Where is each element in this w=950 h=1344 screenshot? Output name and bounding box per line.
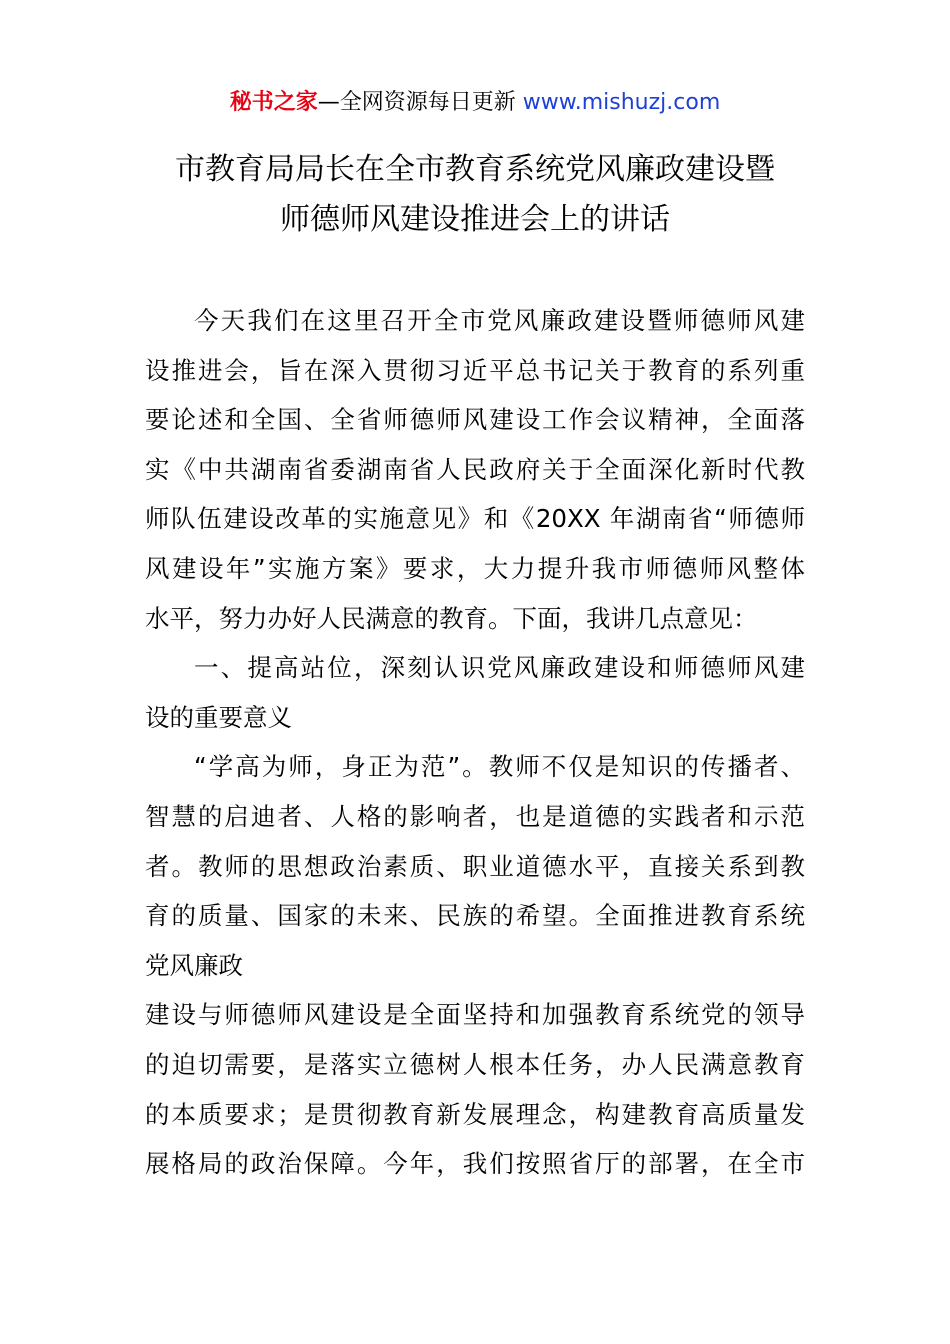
body-line: 育的质量、国家的未来、民族的希望。全面推进教育系统 [145, 901, 805, 931]
site-url-link[interactable]: www.mishuzj.com [522, 90, 721, 115]
document-title [0, 145, 950, 245]
title-line-2: 师德师风建设推进会上的讲话 [280, 202, 670, 237]
body-line: 要论述和全国、全省师德师风建设工作会议精神，全面落 [145, 405, 805, 435]
title-line-1: 市教育局局长在全市教育系统党风廉政建设暨 [175, 152, 775, 187]
body-line: 者。教师的思想政治素质、职业道德水平，直接关系到教 [145, 851, 805, 881]
body-line: 实《中共湖南省委湖南省人民政府关于全面深化新时代教 [145, 454, 805, 484]
body-line: 的本质要求；是贯彻教育新发展理念，构建教育高质量发 [145, 1099, 805, 1129]
body-line: 师队伍建设改革的实施意见》和《20XX 年湖南省“师德师 [145, 504, 805, 534]
section-heading-line: 设的重要意义 [145, 702, 292, 732]
body-line: 风建设年”实施方案》要求，大力提升我市师德师风整体 [145, 553, 805, 583]
section-heading-line: 一、提高站位，深刻认识党风廉政建设和师德师风建 [194, 653, 805, 683]
body-line: 展格局的政治保障。今年，我们按照省厅的部署，在全市 [145, 1149, 805, 1179]
body-line: 智慧的启迪者、人格的影响者，也是道德的实践者和示范 [145, 801, 805, 831]
body-line: 今天我们在这里召开全市党风廉政建设暨师德师风建 [194, 306, 805, 335]
body-line: “学高为师，身正为范”。教师不仅是知识的传播者、 [194, 752, 805, 782]
document-body [145, 296, 805, 1189]
body-line: 党风廉政 [145, 950, 243, 980]
site-brand: 秘书之家 [229, 90, 318, 115]
body-line: 水平，努力办好人民满意的教育。下面，我讲几点意见： [145, 603, 758, 633]
body-line: 设推进会，旨在深入贯彻习近平总书记关于教育的系列重 [145, 355, 805, 385]
body-line: 的迫切需要，是落实立德树人根本任务，办人民满意教育 [145, 1049, 805, 1079]
body-line: 建设与师德师风建设是全面坚持和加强教育系统党的领导 [145, 1000, 805, 1030]
site-tagline: —全网资源每日更新 [317, 90, 523, 115]
site-header [0, 86, 950, 120]
